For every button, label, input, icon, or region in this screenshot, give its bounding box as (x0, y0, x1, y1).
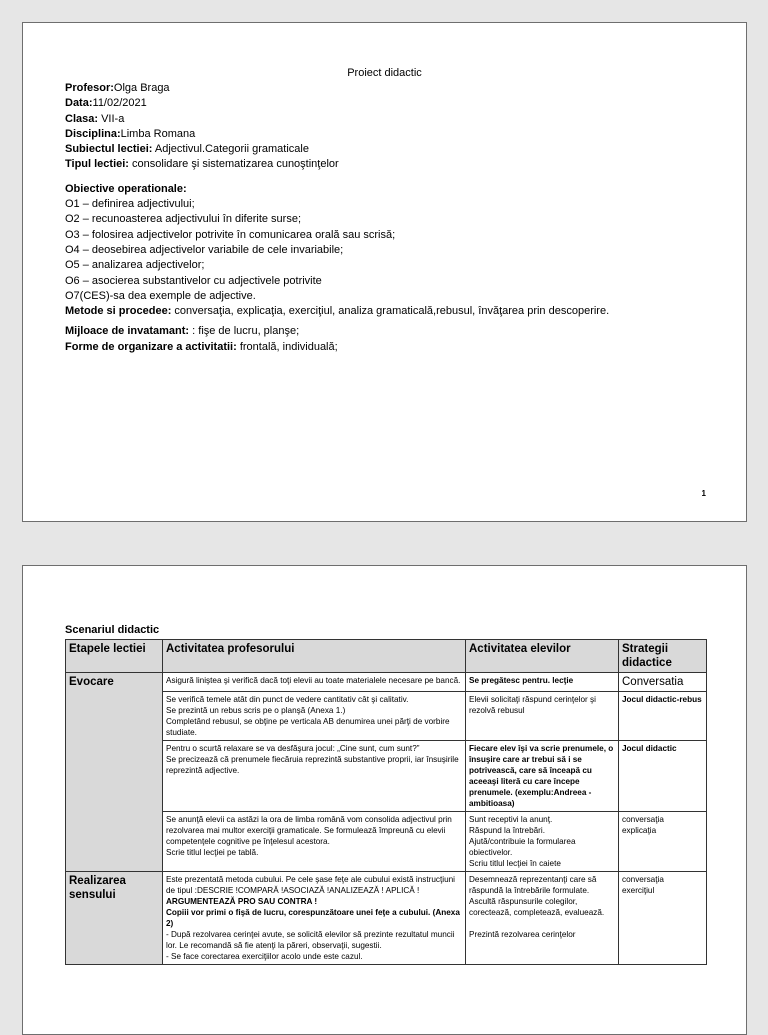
strategy-cell: conversaţia exerciţiul (619, 872, 707, 965)
teacher-row: Profesor:Olga Braga (65, 82, 170, 94)
strategy-cell: conversaţia explicaţia (619, 812, 707, 872)
column-header: Activitatea profesorului (163, 640, 466, 673)
stage-cell: Realizarea sensului (66, 872, 163, 965)
objective-item: O7(CES)-sa dea exemple de adjective. (65, 289, 256, 302)
table-row (66, 741, 707, 812)
means-row: Mijloace de invatamant: : fişe de lucru, planşe; (65, 325, 300, 338)
document-page-2 (22, 565, 747, 1035)
student-activity-cell: Fiecare elev îşi va scrie prenumele, o însuşire care ar trebui să i se potrivească, care să înceapă cu aceeaşi literă cu care începe prenumele. (exemplu:Andreea - ambitioasa) (466, 741, 619, 812)
teacher-activity-cell: Se anunţă elevii ca astăzi la ora de limba română vom consolida adjectivul prin rezolvarea mai multor exerciţii gramaticale. Se formulează împreună cu elevii competenţele cognitive pe înţelesul acestora. Scrie titlul lecţiei pe tablă. (163, 812, 466, 872)
student-activity-cell: Se pregătesc pentru. lecţie (466, 673, 619, 692)
student-activity-cell: Sunt receptivi la anunţ. Răspund la întrebări. Ajută/contribuie la formularea obiectivelor. Scriu titlul lecţiei în caiete (466, 812, 619, 872)
objective-item: O4 – deosebirea adjectivelor variabile de cele invariabile; (65, 243, 344, 256)
teacher-activity-cell: Se verifică temele atât din punct de vedere cantitativ cât şi calitativ. Se prezintă un rebus scris pe o planşă (Anexa 1.) Completând rebusul, se obţine pe verticala AB denumirea unei părţi de vorbire studiate. (163, 692, 466, 741)
strategy-cell: Jocul didactic (619, 741, 707, 812)
date-row: Data:11/02/2021 (65, 97, 147, 110)
stage-cell: Evocare (66, 673, 163, 872)
objectives-title: Obiective operationale: (65, 182, 187, 195)
column-header: Activitatea elevilor (466, 640, 619, 673)
document-page-1 (22, 22, 747, 522)
organization-row: Forme de organizare a activitatii: frontală, individuală; (65, 340, 338, 353)
teacher-activity-cell: Asigură liniştea şi verifică dacă toţi elevii au toate materialele necesare pe bancă. (163, 673, 466, 692)
student-activity-cell: Desemnează reprezentanţi care să răspundă la întrebările formulate. Ascultă răspunsurile colegilor, corectează, completează, evaluează. Prezintă rezolvarea cerinţelor (466, 872, 619, 965)
strategy-cell: Jocul didactic-rebus (619, 692, 707, 741)
scenario-table (65, 639, 707, 965)
teacher-activity-cell: Este prezentată metoda cubului. Pe cele şase feţe ale cubului există instrucţiuni de tipul :DESCRIE !COMPARĂ !ASOCIAZĂ !ANALIZEAZĂ ! APLICĂ ! ARGUMENTEAZĂ PRO SAU CONTRA ! Copiii vor primi o fişă de lucru, corespunzătoare unei feţe a cubului. (Anexa 2) - După rezolvarea cerinţei avute, se solicită elevilor să prezinte rezultatul muncii lor. Le recomandă să fie atenţi la păreri, observaţii, sugestii. - Se face corectarea exerciţiilor acolo unde este cazul. (163, 872, 466, 965)
table-row (66, 872, 707, 965)
objective-item: O6 – asocierea substantivelor cu adjectivele potrivite (65, 274, 322, 287)
discipline-row: Disciplina:Limba Romana (65, 127, 196, 140)
objective-item: O2 – recunoasterea adjectivului în diferite surse; (65, 213, 302, 226)
teacher-activity-cell: Pentru o scurtă relaxare se va desfăşura jocul: „Cine sunt, cum sunt?” Se precizează că prenumele fiecăruia reprezintă substantive proprii, iar însuşirile reprezintă adjective. (163, 741, 466, 812)
objective-item: O3 – folosirea adjectivelor potrivite în comunicarea orală sau scrisă; (65, 228, 396, 241)
objective-item: O5 – analizarea adjectivelor; (65, 259, 205, 272)
table-row (66, 812, 707, 872)
methods-row: Metode si procedee: conversaţia, explicaţia, exerciţiul, analiza gramaticală,rebusul, învăţarea prin descoperire. (65, 305, 610, 318)
strategy-cell: Conversatia (619, 673, 707, 692)
subject-row: Subiectul lectiei: Adjectivul.Categorii gramaticale (65, 143, 309, 156)
objective-item: O1 – definirea adjectivului; (65, 198, 195, 211)
table-row (66, 692, 707, 741)
scenario-title: Scenariul didactic (65, 624, 160, 636)
page-number: 1 (701, 489, 706, 498)
column-header: Etapele lectiei (66, 640, 163, 673)
document-title: Proiect didactic (347, 67, 422, 79)
lesson-header (65, 81, 705, 355)
table-row (66, 673, 707, 692)
lesson-type-row: Tipul lectiei: consolidare şi sistematizarea cunoştinţelor (65, 158, 339, 171)
column-header: Strategii didactice (619, 640, 707, 673)
class-row: Clasa: VII-a (65, 112, 125, 125)
student-activity-cell: Elevii solicitaţi răspund cerinţelor şi rezolvă rebusul (466, 692, 619, 741)
table-header-row (66, 640, 707, 673)
